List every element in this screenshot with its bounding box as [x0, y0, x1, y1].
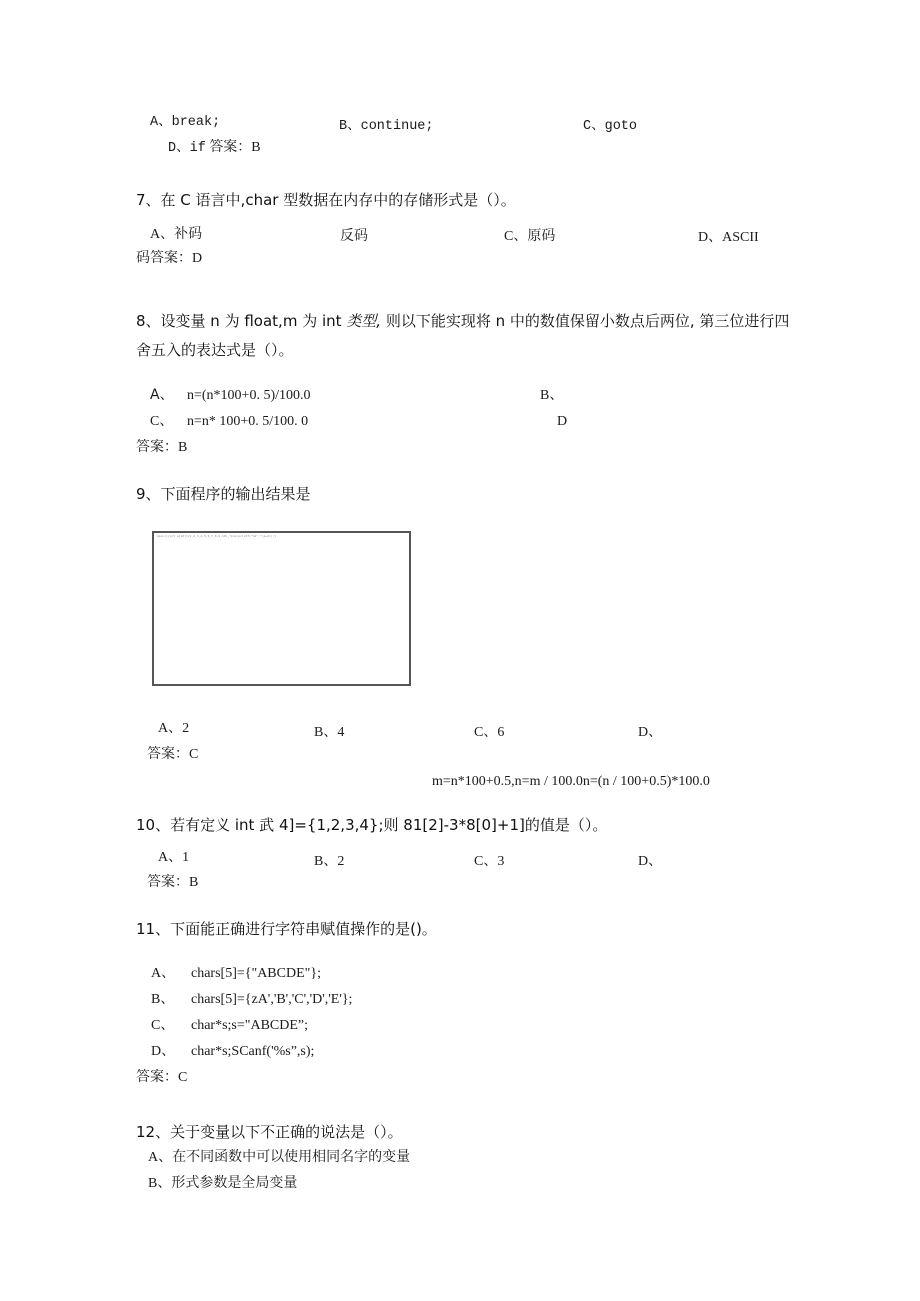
q11-option-d-label: D、	[151, 1044, 176, 1059]
q6-option-a: A、break;	[150, 115, 221, 130]
q11-answer: 答案：C	[136, 1070, 188, 1085]
q8-stem-part-a: 8、设变量 n 为 float,m 为 int	[136, 312, 347, 330]
q11-option-d-code: char*s;SCanf('%s”,s);	[191, 1044, 315, 1059]
q9-option-b: B、4	[314, 725, 345, 740]
q6-option-d-line	[168, 139, 261, 158]
q8-stem-line1	[136, 311, 789, 331]
q8-option-b-label: B、	[540, 388, 564, 403]
q7-option-b: 反码	[340, 229, 368, 244]
q11-option-a-label: A、	[151, 966, 176, 981]
q10-option-d: D、	[638, 854, 663, 869]
q11-option-b-label: B、	[151, 992, 175, 1007]
q7-answer: 码答案：D	[136, 251, 203, 266]
q11-option-c-code: char*s;s="ABCDE”;	[191, 1018, 309, 1033]
q9-option-d: D、	[638, 725, 663, 740]
q8-stem-part-c: 则以下能实现将 n 中的数值保留小数点后两位, 第三位进行四	[381, 312, 790, 330]
q8-option-c-label: C、	[150, 414, 174, 429]
q10-stem: 10、若有定义 int 武 4]={1,2,3,4};则 81[2]-3*8[0]+1]的值是（）。	[136, 816, 608, 834]
q9-stray-line: m=n*100+0.5,n=m / 100.0n=(n / 100+0.5)*100.0	[432, 774, 710, 789]
q9-stem: 9、下面程序的输出结果是	[136, 485, 311, 503]
q11-stem: 11、下面能正确进行字符串赋值操作的是()。	[136, 920, 437, 938]
q7-option-a: A、补码	[150, 227, 203, 242]
q9-option-c: C、6	[474, 725, 505, 740]
q10-option-c: C、3	[474, 854, 505, 869]
q8-option-a-label: A、	[150, 387, 174, 403]
q7-stem: 7、在 C 语言中,char 型数据在内存中的存储形式是（）。	[136, 191, 516, 209]
q9-option-a: A、2	[158, 721, 190, 736]
q9-program-image	[152, 531, 411, 686]
q8-option-d-label: D	[557, 414, 568, 429]
q8-option-c-text: n=n* 100+0. 5/100. 0	[187, 414, 309, 429]
q12-option-a: A、在不同函数中可以使用相同名字的变量	[148, 1150, 411, 1165]
q10-answer: 答案：B	[147, 875, 199, 890]
q11-option-a-code: chars[5]={"ABCDE"};	[191, 966, 321, 981]
q11-option-c-label: C、	[151, 1018, 175, 1033]
q6-option-c: C、goto	[583, 119, 638, 134]
q8-stem-part-b: 类型,	[346, 312, 382, 330]
q6-option-b: B、continue;	[339, 119, 434, 134]
q9-answer: 答案：C	[147, 747, 199, 762]
q8-stem-line2: 舍五入的表达式是（）。	[136, 341, 294, 359]
q9-program-image-caption: main(){int a[10]={1,2,3,4,5,6,7,8,9,10},*p=a;printf("%d",*(p+2));}	[157, 534, 277, 538]
q6-answer: 答案：B	[209, 140, 261, 155]
q8-answer: 答案：B	[136, 440, 188, 455]
q10-option-b: B、2	[314, 854, 345, 869]
q7-option-d: D、ASCII	[698, 230, 759, 245]
q12-stem: 12、关于变量以下不正确的说法是（）。	[136, 1123, 403, 1141]
q10-option-a: A、1	[158, 850, 190, 865]
q12-option-b: B、形式参数是全局变量	[148, 1176, 298, 1191]
q7-option-c: C、原码	[504, 229, 556, 244]
q6-option-d: D、if	[168, 141, 206, 156]
q8-option-a-text: n=(n*100+0. 5)/100.0	[187, 388, 311, 403]
q11-option-b-code: chars[5]={zA','B','C','D','E'};	[191, 992, 353, 1007]
